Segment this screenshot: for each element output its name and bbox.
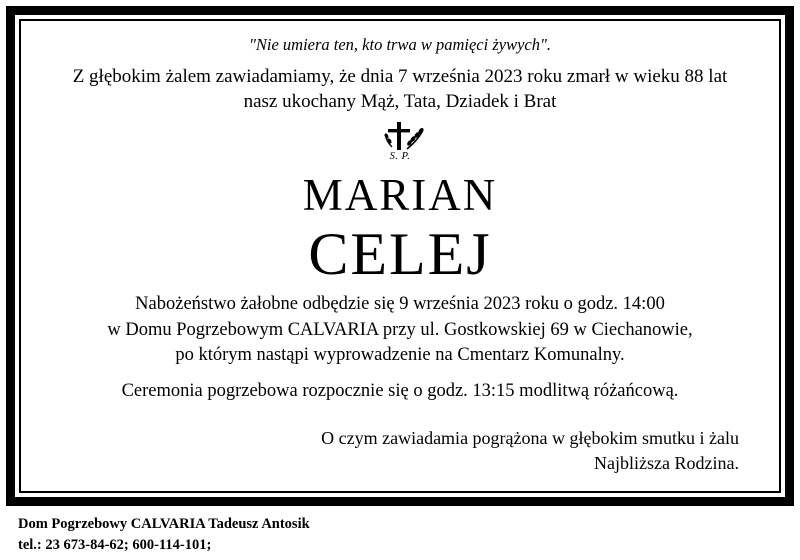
mourning-frame-outer <box>6 6 794 506</box>
emblem-label: S. P. <box>389 151 411 163</box>
ceremony-line-4: Ceremonia pogrzebowa rozpocznie się o godz. 13:15 modlitwą różańcową. <box>121 380 679 401</box>
mourning-frame-inner <box>19 19 781 493</box>
ceremony-line-1: Nabożeństwo żałobne odbędzie się 9 września 2023 roku o godz. 14:00 <box>135 294 665 315</box>
deceased-first-name: MARIAN <box>302 170 498 221</box>
funeral-home-phone: tel.: 23 673-84-62; 600-114-101; <box>18 536 212 553</box>
cross-wheat-emblem <box>47 120 753 168</box>
ceremony-block <box>47 292 753 404</box>
motto-text: "Nie umiera ten, kto trwa w pamięci żywych". <box>248 35 552 54</box>
ceremony-line-2: w Domu Pogrzebowym CALVARIA przy ul. Gostkowskiej 69 w Ciechanowie, <box>107 319 693 340</box>
closing-line-1: O czym zawiadamia pogrążona w głębokim smutku i żalu <box>321 428 739 449</box>
intro-block <box>47 64 753 115</box>
deceased-last-name: CELEJ <box>308 220 492 287</box>
ceremony-line-3: po którym nastąpi wyprowadzenie na Cmentarz Komunalny. <box>175 345 625 366</box>
intro-line-2: nasz ukochany Mąż, Tata, Dziadek i Brat <box>243 91 557 113</box>
closing-block <box>47 426 753 475</box>
intro-line-1: Z głębokim żalem zawiadamiamy, że dnia 7 września 2023 roku zmarł w wieku 88 lat <box>72 65 728 87</box>
funeral-home-footer <box>18 514 310 556</box>
notice-content <box>21 21 779 491</box>
closing-line-2: Najbliższa Rodzina. <box>594 452 739 473</box>
funeral-home-name: Dom Pogrzebowy CALVARIA Tadeusz Antosik <box>18 515 310 532</box>
cross-and-wheat-icon <box>371 120 429 154</box>
